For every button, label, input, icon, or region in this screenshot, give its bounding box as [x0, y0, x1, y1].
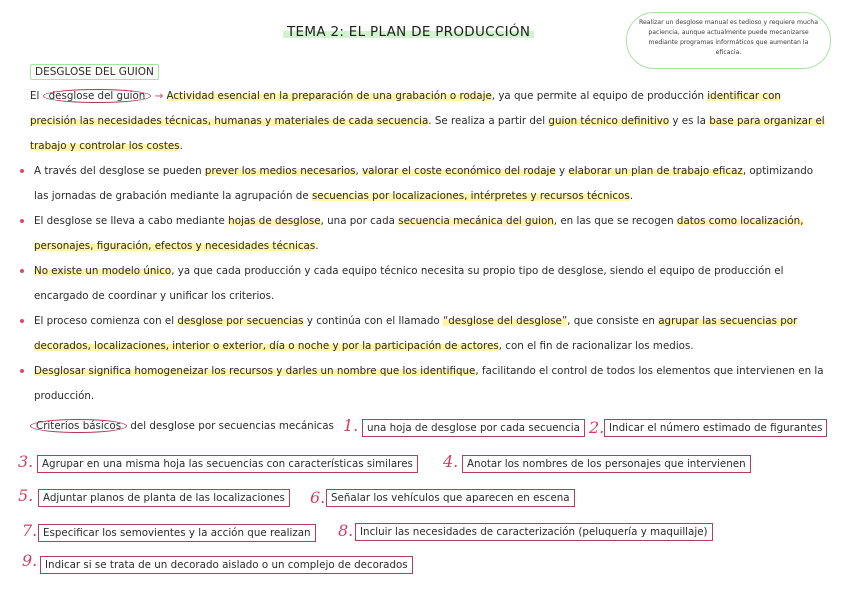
highlight: hojas de desglose	[228, 215, 321, 227]
page-title: TEMA 2: EL PLAN DE PRODUCCIÓN	[283, 24, 534, 40]
intro-paragraph	[30, 84, 830, 159]
bullet-item	[30, 359, 830, 409]
highlight: Actividad esencial en la preparación de una grabación o rodaje	[166, 90, 492, 102]
criterion-number: 8.	[338, 521, 354, 540]
circled-term: desglose del guion	[43, 89, 152, 103]
criterion-box: Anotar los nombres de los personajes que intervienen	[462, 455, 751, 473]
bullet-dot-icon	[20, 219, 24, 223]
text: .	[629, 190, 633, 202]
criterion-box: una hoja de desglose por cada secuencia	[362, 419, 585, 437]
text: del desglose por secuencias mecánicas	[127, 420, 334, 432]
highlight: valorar el coste económico del rodaje	[362, 165, 556, 177]
circled-term: Criterios básicos	[30, 419, 127, 433]
criterion-box: Adjuntar planos de planta de las localizaciones	[38, 489, 290, 507]
intro-text: , ya que permite al equipo de producción	[491, 90, 708, 102]
bullet-item	[30, 259, 830, 309]
text: y continúa con el llamado	[303, 315, 443, 327]
highlight: secuencias por localizaciones, intérpretes y recursos técnicos	[311, 190, 630, 202]
bullet-dot-icon	[20, 269, 24, 273]
bullet-dot-icon	[20, 319, 24, 323]
criterion-box: Señalar los vehículos que aparecen en escena	[326, 489, 575, 507]
text: El proceso comienza con el	[34, 315, 178, 327]
highlight: datos como localización, personajes, figuración, efectos y necesidades técnicas	[34, 215, 804, 252]
bullet-item	[30, 159, 830, 209]
bullet-dot-icon	[20, 169, 24, 173]
criterion-box: Incluir las necesidades de caracterización (peluquería y maquillaje)	[355, 523, 713, 541]
highlight: Desglosar significa homogeneizar los recursos y darles un nombre que los identifique	[34, 365, 476, 377]
highlight: prever los medios necesarios	[204, 165, 356, 177]
text: , con el fin de racionalizar los medios.	[498, 340, 694, 352]
text: , en las que se recogen	[553, 215, 677, 227]
criterion-number: 7.	[22, 521, 38, 540]
highlight: identificar con precisión las necesidades técnicas, humanas y materiales de cada secuencia	[30, 90, 781, 127]
criterion-number: 6.	[310, 488, 326, 507]
highlight: secuencia mecánica del guion	[398, 215, 554, 227]
criterion-number: 9.	[22, 551, 38, 570]
text: , ya que cada producción y cada equipo técnico necesita su propio tipo de desglose, siendo el equipo de producción el encargado de coordinar y unificar los criterios.	[34, 265, 784, 302]
criterion-number: 2.	[589, 418, 605, 437]
criterion-number: 4.	[443, 452, 459, 471]
bullet-item	[30, 209, 830, 259]
criterion-box: Indicar si se trata de un decorado aislado o un complejo de decorados	[40, 556, 413, 574]
intro-text: . Se realiza a partir del	[428, 115, 549, 127]
criterion-box: Agrupar en una misma hoja las secuencias con características similares	[37, 455, 418, 473]
highlight: desglose por secuencias	[177, 315, 304, 327]
section-heading: DESGLOSE DEL GUION	[30, 64, 159, 80]
highlight: No existe un modelo único	[34, 265, 172, 277]
bullet-dot-icon	[20, 369, 24, 373]
criterion-number: 5.	[18, 486, 34, 505]
text: , que consiste en	[567, 315, 659, 327]
highlight: base para organizar el trabajo y controlar los costes	[30, 115, 825, 152]
highlight: “desglose del desglose”	[442, 315, 568, 327]
text: , optimizando las jornadas de grabación mediante la agrupación de	[34, 165, 814, 202]
bullet-item	[30, 309, 830, 359]
criterion-number: 3.	[18, 452, 34, 471]
criterion-box: Indicar el número estimado de figurantes	[604, 419, 827, 437]
side-note: Realizar un desglose manual es tedioso y requiere mucha paciencia, aunque actualmente puede mecanizarse mediante programas informáticos que aumentan la eficacia.	[626, 12, 831, 69]
highlight: agrupar las secuencias por decorados, localizaciones, interior o exterior, día o noche y por la participación de actores	[34, 315, 798, 352]
text: A través del desglose se pueden	[34, 165, 205, 177]
text: , facilitando el control de todos los elementos que intervienen en la producción.	[34, 365, 824, 402]
text: y	[555, 165, 569, 177]
highlight: elaborar un plan de trabajo eficaz	[568, 165, 743, 177]
criterion-box: Especificar los semovientes y la acción que realizan	[38, 524, 316, 542]
text: El desglose se lleva a cabo mediante	[34, 215, 229, 227]
intro-text: .	[179, 140, 183, 152]
intro-text: El	[30, 90, 43, 102]
arrow-icon: →	[154, 90, 164, 102]
highlight: guion técnico definitivo	[548, 115, 670, 127]
text: ,	[355, 165, 363, 177]
criteria-label	[30, 420, 334, 432]
intro-text: y es la	[669, 115, 710, 127]
text: , una por cada	[320, 215, 399, 227]
criterion-number: 1.	[343, 416, 359, 435]
text: .	[315, 240, 319, 252]
